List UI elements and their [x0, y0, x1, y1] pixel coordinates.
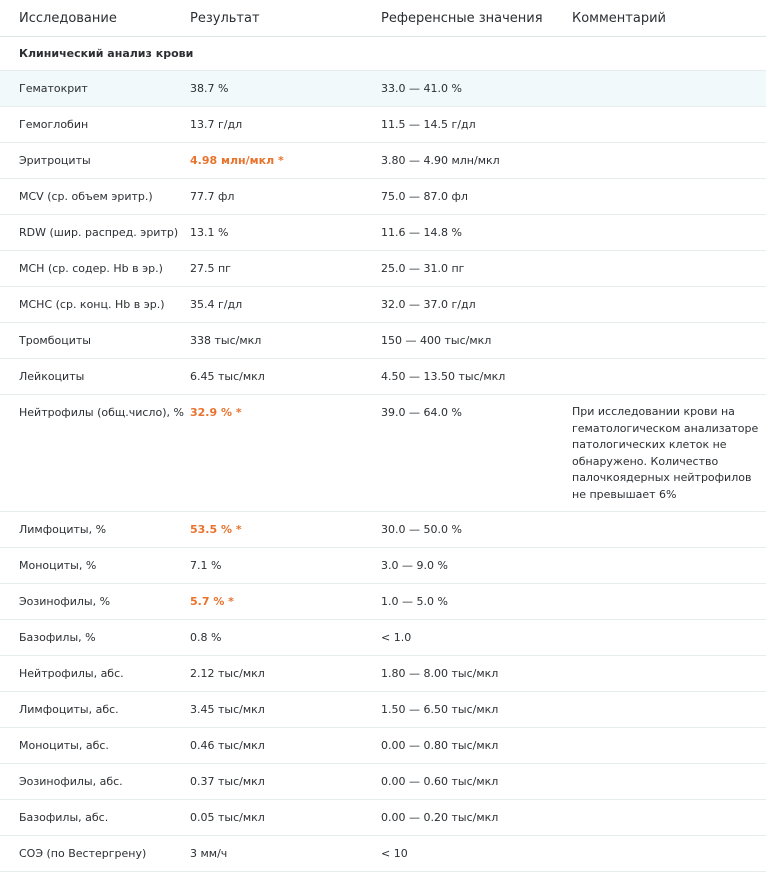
reference-range: 0.00 — 0.20 тыс/мкл	[381, 811, 499, 824]
table-row	[0, 656, 766, 692]
comment	[572, 620, 766, 641]
table-row	[0, 287, 766, 323]
test-result: 7.1 %	[190, 559, 222, 572]
reference-range: 30.0 — 50.0 %	[381, 523, 462, 536]
table-row	[0, 512, 766, 548]
test-name: Эозинофилы, абс.	[19, 775, 123, 788]
reference-range: 33.0 — 41.0 %	[381, 82, 462, 95]
test-result-abnormal: 5.7 % *	[190, 595, 234, 608]
comment	[572, 323, 766, 344]
reference-range: 1.80 — 8.00 тыс/мкл	[381, 667, 499, 680]
reference-range: 4.50 — 13.50 тыс/мкл	[381, 370, 506, 383]
table-row	[0, 728, 766, 764]
test-name: Тромбоциты	[19, 334, 91, 347]
table-row	[0, 836, 766, 872]
reference-range: 150 — 400 тыс/мкл	[381, 334, 492, 347]
comment	[572, 548, 766, 569]
comment	[572, 584, 766, 605]
test-name: Эритроциты	[19, 154, 91, 167]
test-result: 0.46 тыс/мкл	[190, 739, 265, 752]
reference-range: 0.00 — 0.80 тыс/мкл	[381, 739, 499, 752]
comment	[572, 800, 766, 821]
test-result: 2.12 тыс/мкл	[190, 667, 265, 680]
comment	[572, 215, 766, 236]
test-name: Базофилы, %	[19, 631, 96, 644]
reference-range: < 10	[381, 847, 408, 860]
table-row	[0, 179, 766, 215]
comment	[572, 836, 766, 857]
reference-range: 1.50 — 6.50 тыс/мкл	[381, 703, 499, 716]
reference-range: 25.0 — 31.0 пг	[381, 262, 465, 275]
table-row	[0, 143, 766, 179]
header-result: Результат	[190, 10, 260, 26]
test-name: RDW (шир. распред. эритр)	[19, 226, 179, 239]
reference-range: 0.00 — 0.60 тыс/мкл	[381, 775, 499, 788]
reference-range: < 1.0	[381, 631, 412, 644]
comment	[572, 179, 766, 200]
table-row	[0, 692, 766, 728]
comment	[572, 512, 766, 533]
table-row	[0, 71, 766, 107]
header-investigation: Исследование	[19, 10, 117, 26]
header-reference: Референсные значения	[381, 10, 543, 26]
test-name: Нейтрофилы (общ.число), %	[19, 406, 184, 419]
test-name: Моноциты, абс.	[19, 739, 109, 752]
table-row	[0, 800, 766, 836]
table-header	[0, 0, 766, 37]
test-name: Лейкоциты	[19, 370, 85, 383]
table-row	[0, 548, 766, 584]
section-title: Клинический анализ крови	[0, 37, 766, 71]
results-table-body	[0, 71, 766, 872]
comment: При исследовании крови на гематологическом анализаторе патологических клеток не обнаружено. Количество палочкоядерных нейтрофилов не превышает 6%	[572, 405, 759, 501]
table-row	[0, 323, 766, 359]
test-result: 338 тыс/мкл	[190, 334, 262, 347]
reference-range: 39.0 — 64.0 %	[381, 406, 462, 419]
test-result: 77.7 фл	[190, 190, 235, 203]
test-name: MCHC (ср. конц. Hb в эр.)	[19, 298, 165, 311]
comment	[572, 143, 766, 164]
table-row	[0, 584, 766, 620]
test-result: 27.5 пг	[190, 262, 231, 275]
comment	[572, 251, 766, 272]
test-result-abnormal: 53.5 % *	[190, 523, 242, 536]
comment	[572, 692, 766, 713]
test-name: Нейтрофилы, абс.	[19, 667, 124, 680]
test-result: 13.7 г/дл	[190, 118, 243, 131]
reference-range: 11.6 — 14.8 %	[381, 226, 462, 239]
test-name: СОЭ (по Вестергрену)	[19, 847, 147, 860]
table-row	[0, 215, 766, 251]
comment	[572, 71, 766, 92]
reference-range: 75.0 — 87.0 фл	[381, 190, 468, 203]
test-result-abnormal: 4.98 млн/мкл *	[190, 154, 284, 167]
test-name: Базофилы, абс.	[19, 811, 109, 824]
table-row	[0, 395, 766, 512]
test-result: 0.05 тыс/мкл	[190, 811, 265, 824]
test-name: Лимфоциты, %	[19, 523, 107, 536]
test-result: 6.45 тыс/мкл	[190, 370, 265, 383]
test-name: MCH (ср. содер. Hb в эр.)	[19, 262, 163, 275]
test-result: 35.4 г/дл	[190, 298, 243, 311]
test-result: 3 мм/ч	[190, 847, 228, 860]
comment	[572, 764, 766, 785]
table-row	[0, 764, 766, 800]
table-row	[0, 107, 766, 143]
test-name: Лимфоциты, абс.	[19, 703, 119, 716]
test-result-abnormal: 32.9 % *	[190, 406, 242, 419]
test-name: Гемоглобин	[19, 118, 89, 131]
reference-range: 11.5 — 14.5 г/дл	[381, 118, 476, 131]
comment	[572, 287, 766, 308]
test-name: Моноциты, %	[19, 559, 97, 572]
test-result: 13.1 %	[190, 226, 229, 239]
test-name: Эозинофилы, %	[19, 595, 111, 608]
test-name: MCV (ср. объем эритр.)	[19, 190, 153, 203]
table-row	[0, 620, 766, 656]
reference-range: 3.80 — 4.90 млн/мкл	[381, 154, 500, 167]
reference-range: 1.0 — 5.0 %	[381, 595, 448, 608]
test-result: 3.45 тыс/мкл	[190, 703, 265, 716]
reference-range: 32.0 — 37.0 г/дл	[381, 298, 476, 311]
header-comment: Комментарий	[572, 10, 666, 26]
test-name: Гематокрит	[19, 82, 88, 95]
comment	[572, 359, 766, 380]
comment	[572, 107, 766, 128]
test-result: 0.8 %	[190, 631, 222, 644]
comment	[572, 656, 766, 677]
table-row	[0, 251, 766, 287]
table-row	[0, 359, 766, 395]
reference-range: 3.0 — 9.0 %	[381, 559, 448, 572]
test-result: 0.37 тыс/мкл	[190, 775, 265, 788]
test-result: 38.7 %	[190, 82, 229, 95]
comment	[572, 728, 766, 749]
